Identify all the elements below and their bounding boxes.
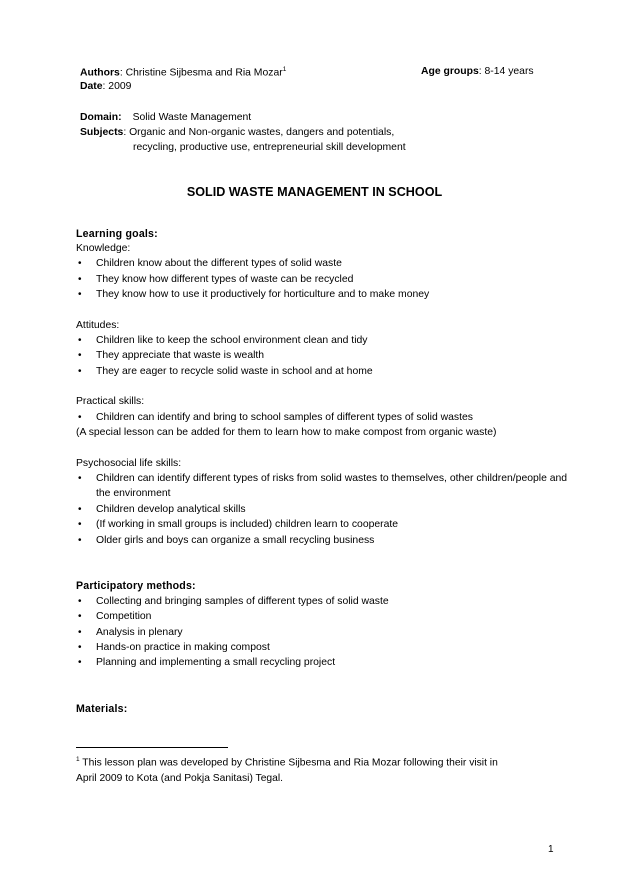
list-item: They know how to use it productively for horticulture and to make money — [96, 289, 430, 300]
list-item: (If working in small groups is included) children learn to cooperate — [96, 519, 399, 530]
list-item: Older girls and boys can organize a small recycling business — [96, 535, 375, 546]
bullet-icon: • — [78, 412, 82, 423]
list-item: Hands-on practice in making compost — [96, 642, 270, 653]
list-item: Planning and implementing a small recycling project — [96, 657, 336, 668]
list-item: Analysis in plenary — [96, 627, 183, 638]
authors-line — [80, 66, 286, 78]
list-item: Children develop analytical skills — [96, 504, 246, 515]
learning-goals-heading: Learning goals: — [76, 228, 158, 240]
footnote-ref: 1 — [282, 66, 287, 73]
subjects-label: Subjects — [80, 127, 124, 138]
bullet-icon: • — [78, 335, 82, 346]
date-label: Date — [80, 81, 103, 92]
list-item: Competition — [96, 611, 152, 622]
authors-label: Authors — [80, 67, 120, 79]
subjects-line — [80, 127, 394, 138]
knowledge-label: Knowledge: — [76, 243, 131, 254]
list-item: They are eager to recycle solid waste in school and at home — [96, 366, 373, 377]
practical-skills-label: Practical skills: — [76, 396, 145, 407]
bullet-icon: • — [78, 366, 82, 377]
bullet-icon: • — [78, 642, 82, 653]
bullet-icon: • — [78, 258, 82, 269]
participatory-methods-heading: Participatory methods: — [76, 580, 196, 592]
bullet-icon: • — [78, 611, 82, 622]
bullet-icon: • — [78, 350, 82, 361]
bullet-icon: • — [78, 596, 82, 607]
footnote-text-1: This lesson plan was developed by Christine Sijbesma and Ria Mozar following their visit in — [79, 757, 498, 769]
age-groups-value: : 8-14 years — [478, 66, 534, 77]
bullet-icon: • — [78, 519, 82, 530]
age-groups-label: Age groups — [421, 66, 479, 77]
bullet-icon: • — [78, 657, 82, 668]
footnote-line-1 — [76, 756, 498, 768]
bullet-icon: • — [78, 504, 82, 515]
list-item: Children like to keep the school environment clean and tidy — [96, 335, 368, 346]
practical-note: (A special lesson can be added for them to learn how to make compost from organic waste) — [76, 427, 497, 438]
footnote-divider — [76, 747, 228, 748]
subjects-value-1: : Organic and Non-organic wastes, dangers and potentials, — [123, 127, 395, 138]
bullet-icon: • — [78, 289, 82, 300]
attitudes-label: Attitudes: — [76, 320, 120, 331]
footnote-marker: 1 — [76, 756, 80, 763]
domain-label: Domain: — [80, 112, 122, 123]
footnote-line-2: April 2009 to Kota (and Pokja Sanitasi) Tegal. — [76, 773, 284, 784]
date-value: : 2009 — [102, 81, 132, 92]
list-item-continuation: the environment — [96, 488, 171, 499]
document-title: SOLID WASTE MANAGEMENT IN SCHOOL — [186, 185, 443, 199]
list-item: Children can identify different types of risks from solid wastes to themselves, other children/people and — [96, 473, 568, 484]
bullet-icon: • — [78, 535, 82, 546]
bullet-icon: • — [78, 274, 82, 285]
list-item: Children can identify and bring to school samples of different types of solid wastes — [96, 412, 473, 423]
psychosocial-label: Psychosocial life skills: — [76, 458, 182, 469]
list-item: They know how different types of waste can be recycled — [96, 274, 354, 285]
bullet-icon: • — [78, 627, 82, 638]
materials-heading: Materials: — [76, 703, 128, 715]
list-item: Collecting and bringing samples of different types of solid waste — [96, 596, 389, 607]
age-groups-line — [421, 66, 534, 77]
page-number: 1 — [548, 844, 554, 855]
domain-value: Solid Waste Management — [132, 112, 252, 123]
list-item: Children know about the different types of solid waste — [96, 258, 342, 269]
list-item: They appreciate that waste is wealth — [96, 350, 265, 361]
domain-line — [80, 112, 251, 123]
bullet-icon: • — [78, 473, 82, 484]
date-line — [80, 81, 131, 92]
authors-value: : Christine Sijbesma and Ria Mozar — [119, 67, 283, 79]
subjects-value-2: recycling, productive use, entrepreneurial skill development — [133, 142, 406, 153]
